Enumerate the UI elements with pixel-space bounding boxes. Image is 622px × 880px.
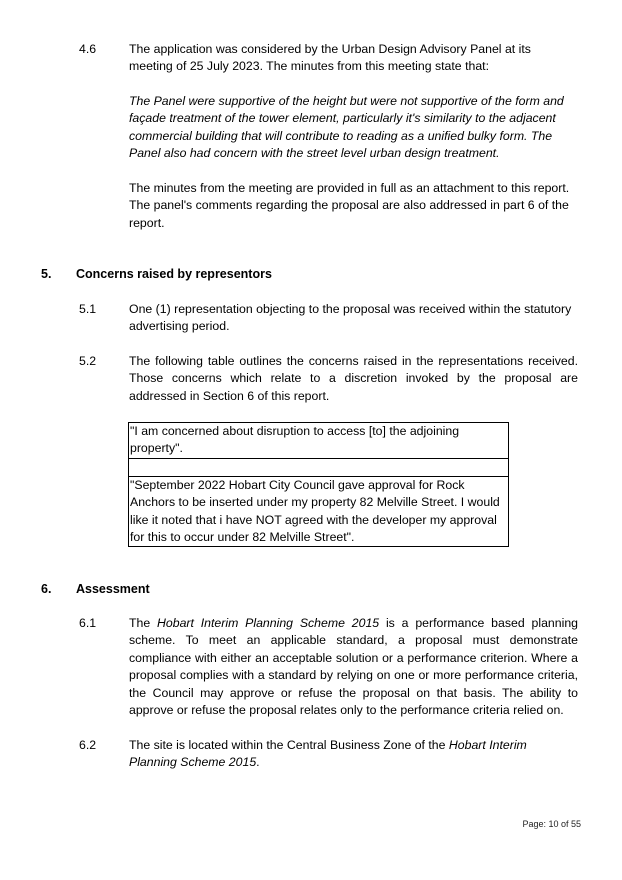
paragraph-4-6-intro: The application was considered by the Urban Design Advisory Panel at its meeting of 25 July 2023. The minutes from this meeting state that: [129, 42, 531, 74]
table-row [129, 458, 509, 476]
page-number: Page: 10 of 55 [522, 819, 581, 829]
paragraph-6-2-text: The site is located within the Central Business Zone of the Hobart Interim Planning Scheme 2015. [129, 738, 527, 770]
paragraph-number: 4.6 [79, 42, 97, 56]
table-cell-empty [129, 458, 509, 476]
paragraph-4-6-closing: The minutes from the meeting are provided in full as an attachment to this report. The panel's comments regarding the proposal are also addressed in part 6 of the report. [129, 181, 570, 230]
paragraph-5-1-text: One (1) representation objecting to the proposal was received within the statutory advertising period. [129, 302, 572, 334]
paragraph-5-2-text: The following table outlines the concerns raised in the representations received. Those concerns which relate to a discretion invoked by the proposal are addressed in Section 6 of this report. [129, 354, 578, 403]
section-number: 6. [41, 582, 52, 596]
section-title: Concerns raised by representors [76, 267, 272, 281]
paragraph-number: 5.2 [79, 354, 97, 368]
section-title: Assessment [76, 582, 150, 596]
scheme-name: Hobart Interim Planning Scheme 2015 [129, 738, 527, 770]
table-cell: "I am concerned about disruption to access [to] the adjoining property". [129, 423, 509, 459]
section-number: 5. [41, 267, 52, 281]
panel-minutes-quote: The Panel were supportive of the height but were not supportive of the form and façade treatment of the tower element, particularly it's similarity to the adjacent commercial building that will contribute to reading as a unified bulky form. The Panel also had concern with the street level urban design treatment. [129, 94, 564, 161]
paragraph-number: 5.1 [79, 302, 97, 316]
table-cell: "September 2022 Hobart City Council gave approval for Rock Anchors to be inserted under my property 82 Melville Street. I would like it noted that i have NOT agreed with the developer my approval for this to occur under 82 Melville Street". [129, 476, 509, 547]
table-row [129, 476, 509, 547]
representations-table [128, 422, 509, 547]
paragraph-number: 6.1 [79, 616, 97, 630]
scheme-name: Hobart Interim Planning Scheme 2015 [157, 616, 380, 630]
paragraph-number: 6.2 [79, 738, 97, 752]
table-row [129, 423, 509, 459]
paragraph-6-1-text: The Hobart Interim Planning Scheme 2015 is a performance based planning scheme. To meet an applicable standard, a proposal must demonstrate compliance with either an acceptable solution or a performance criterion. Where a proposal complies with a standard by relying on one or more performance criteria, the Council may approve or refuse the proposal on that basis. The ability to approve or refuse the proposal relates only to the performance criteria relied on. [129, 616, 578, 718]
